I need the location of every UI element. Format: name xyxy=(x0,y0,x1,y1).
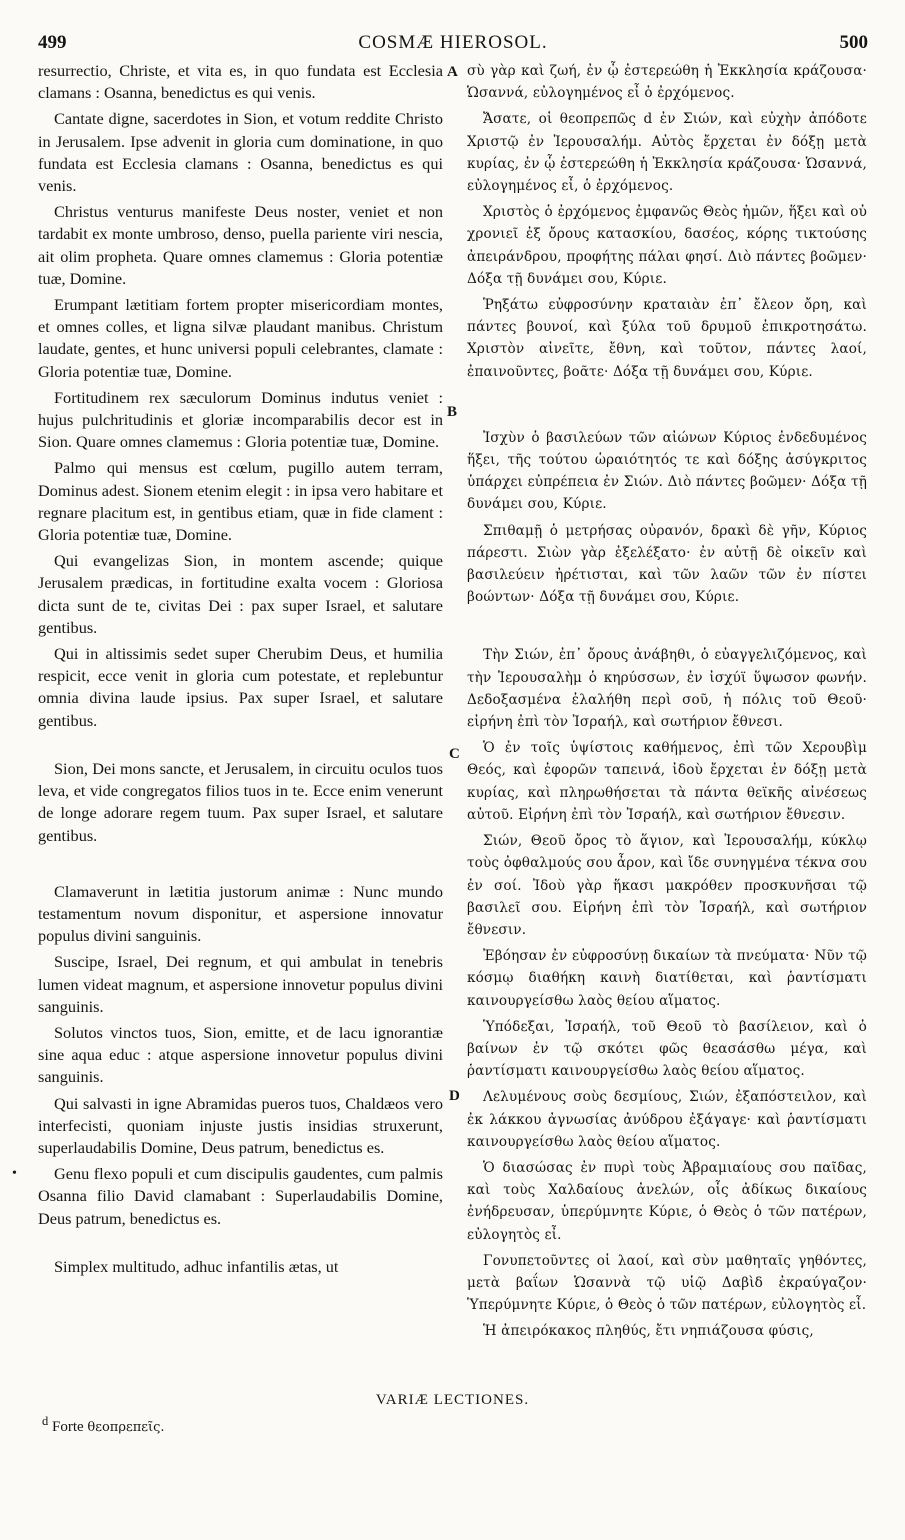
greek-paragraph: Ὁ διασώσας ἐν πυρὶ τοὺς Ἀβραμιαίους σου παῖδας, καὶ τοὺς Χαλδαίους ἀνελών, οἷς ἀδίκως δικαίους ἐνήδρευσαν, ὑπερύμνητε Κύριε, ὁ Θεὸς ὁ τῶν πατέρων, εὐλογητὸς εἶ. xyxy=(467,1159,867,1243)
greek-paragraph: Ἰσχὺν ὁ βασιλεύων τῶν αἰώνων Κύριος ἐνδεδυμένος ἥξει, τῆς τούτου ὡραιότητός τε καὶ δόξης ἀσύγκριτος ὑπάρχει εὐπρέπεια ἐν Σιών. Διὸ πάντες βοῶμεν· Δόξα τῇ δυνάμει σου, Κύριε. xyxy=(467,429,867,513)
margin-marker-b: B xyxy=(447,404,458,420)
latin-paragraph: Christus venturus manifeste Deus noster, veniet et non tardabit ex monte umbroso, denso, puella pariente viri nescia, ait olim propheta. Quare omnes clamemus : Gloria potentiæ tuæ, Domine. xyxy=(38,202,443,288)
latin-paragraph: Cantate digne, sacerdotes in Sion, et votum reddite Christo in Jerusalem. Ipse advenit in gloria cum dominatione, in quo fundata est Ecclesia clamans : Osanna, benedictus es qui venis. xyxy=(38,109,443,196)
latin-paragraph: Erumpant lætitiam fortem propter misericordiam montes, et omnes colles, et ligna silvæ plaudant manibus. Christum laudate, gentes, et hunc universi populi celebrantes, clamate : Gloria potentiæ tuæ, Domine. xyxy=(38,295,443,381)
latin-paragraph: Fortitudinem rex sæculorum Dominus indutus veniet : hujus pulchritudinis et gloriæ incomparabilis decor est in Sion. Quare omnes clamemus : Gloria potentiæ tuæ, Domine. xyxy=(38,387,443,452)
greek-paragraph: Τὴν Σιών, ἐπ᾽ ὄρους ἀνάβηθι, ὁ εὐαγγελιζόμενος, καὶ τὴν Ἱερουσαλὴμ ὁ κηρύσσων, ἐν ἰσχύϊ ὕψωσον φωνήν. Δεδοξασμένα ἐλαλήθη περὶ σοῦ, ἡ πόλις τοῦ Θεοῦ· εἰρήνη ἐπὶ τὸν Ἰσραήλ, καὶ σωτήριον ἔθνεσι. xyxy=(467,647,867,731)
latin-paragraph: Simplex multitudo, adhuc infantilis ætas, ut xyxy=(54,1256,339,1276)
running-title: COSMÆ HIEROSOL. xyxy=(358,32,548,53)
variae-lectiones-heading: VARIÆ LECTIONES. xyxy=(375,1392,530,1408)
page-number-right: 500 xyxy=(839,32,868,53)
latin-paragraph: Sion, Dei mons sancte, et Jerusalem, in circuitu oculos tuos leva, et vide congregatos filios tuos in te. Ecce enim venerunt de longe adorare regem tuum. Pax super Israel, et salutare gentibus. xyxy=(38,758,443,845)
latin-paragraph: Qui evangelizas Sion, in montem ascende; quique Jerusalem prædicas, in fortitudine exalta vocem : Gloriosa dicta sunt de te, civitas Dei : pax super Israel, et salutare gentibus. xyxy=(38,551,443,637)
latin-column xyxy=(38,60,443,1282)
latin-paragraph: Genu flexo populi et cum discipulis gaudentes, cum palmis Osanna filio David clamabant : Superlaudabilis Domine, Deus patrum, benedictus es. xyxy=(38,1164,443,1228)
greek-paragraph: σὺ γὰρ καὶ ζωή, ἐν ᾧ ἐστερεώθη ἡ Ἐκκλησία κράζουσα· Ὡσαννά, εὐλογημένος εἶ ὁ ἐρχόμενος. xyxy=(467,63,867,102)
greek-paragraph: Σπιθαμῇ ὁ μετρήσας οὐρανόν, δρακὶ δὲ γῆν, Κύριος πάρεστι. Σιὼν γὰρ ἐξελέξατο· ἐν αὐτῇ δὲ οἰκεῖν καὶ βασιλεύειν ἠρέτισται, καὶ τῶν λαῶν τῶν ἐν πίστει βοώντων· Δόξα τῇ δυνάμει σου, Κύριε. xyxy=(467,522,867,606)
margin-marker-a: A xyxy=(447,64,458,80)
margin-marker-d: D xyxy=(449,1088,460,1104)
footnote-text: Forte xyxy=(52,1419,84,1435)
latin-paragraph: Solutos vinctos tuos, Sion, emitte, et de lacu ignorantiæ sine aqua educ : atque aspersione innovetur populus divini sanguinis. xyxy=(38,1022,443,1087)
latin-paragraph: Suscipe, Israel, Dei regnum, et qui ambulat in tenebris lumen videat magnum, et aspersione innovetur populus divini sanguinis. xyxy=(38,952,443,1016)
margin-marker-c: C xyxy=(449,746,460,762)
margin-bullet: • xyxy=(12,1166,17,1181)
greek-paragraph: Γονυπετοῦντες οἱ λαοί, καὶ σὺν μαθηταῖς γηθόντες, μετὰ βαΐων Ὡσαννὰ τῷ υἱῷ Δαβὶδ ἐκραύγαζον· Ὑπερύμνητε Κύριε, ὁ Θεὸς ὁ τῶν πατέρων, εὐλογητὸς εἶ. xyxy=(467,1252,867,1314)
greek-paragraph: Ἡ ἀπειρόκακος πληθύς, ἔτι νηπιάζουσα φύσις, xyxy=(483,1323,814,1340)
page-number-left: 499 xyxy=(38,32,67,53)
greek-paragraph: Ὁ ἐν τοῖς ὑψίστοις καθήμενος, ἐπὶ τῶν Χερουβὶμ Θεός, καὶ ἐφορῶν ταπεινά, ἰδοὺ ἔρχεται ἐν δόξῃ μετὰ κυρίας, καὶ πληρωθήσεται τὰ πάντα θεϊκῆς αἰνέσεως αὐτοῦ. Εἰρήνη ἐπὶ τὸν Ἰσραήλ, καὶ σωτήριον ἔθνεσιν. xyxy=(467,740,867,823)
latin-paragraph: Qui salvasti in igne Abramidas pueros tuos, Chaldæos vero interfecisti, quoniam injuste justis insidias struxerunt, superlaudabilis Domine, Deus patrum, benedictus es. xyxy=(38,1093,443,1157)
greek-paragraph: Λελυμένους σοὺς δεσμίους, Σιών, ἐξαπόστειλον, καὶ ἐκ λάκκου ἀγνωσίας ἀνύδρου ἐξάγαγε· καὶ ῥαντίσματι καινουργείσθω λαὸς θείου αἵματος. xyxy=(467,1089,867,1150)
greek-paragraph: Ῥηξάτω εὐφροσύνην κραταιὰν ἐπ᾽ ἔλεον ὄρη, καὶ πάντες βουνοί, καὶ ξύλα τοῦ δρυμοῦ ἐπικροτησάτω. Χριστὸν αἰνεῖτε, ἔθνη, καὶ τοῦτον, πάντες λαοί, ἐπαινοῦντες, βοᾶτε· Δόξα τῇ δυνάμει σου, Κύριε. xyxy=(467,297,867,380)
greek-paragraph: Σιών, Θεοῦ ὄρος τὸ ἅγιον, καὶ Ἱερουσαλήμ, κύκλῳ τοὺς ὀφθαλμούς σου ἆρον, καὶ ἴδε συνηγμένα τέκνα σου ἐν σοί. Ἰδοὺ γὰρ ἥκασι μακρόθεν προσκυνῆσαι τῷ βασιλεῖ σου. Εἰρήνη ἐπὶ τὸν Ἰσραήλ, καὶ σωτήριον ἔθνεσιν. xyxy=(467,833,867,938)
greek-column xyxy=(467,60,867,1347)
greek-paragraph: Χριστὸς ὁ ἐρχόμενος ἐμφανῶς Θεὸς ἡμῶν, ἥξει καὶ οὐ χρονιεῖ ἐξ ὄρους κατασκίου, δασέος, κόρης τικτούσης ἀπειράνδρου, προφήτης πάλαι φησί. Διὸ πάντες βοῶμεν· Δόξα τῇ δυνάμει σου, Κύριε. xyxy=(467,204,867,287)
greek-paragraph: Ἄσατε, οἱ θεοπρεπῶς d ἐν Σιών, καὶ εὐχὴν ἀπόδοτε Χριστῷ ἐν Ἱερουσαλήμ. Αὐτὸς ἔρχεται ἐν δόξῃ μετὰ κυρίας, ἐν ᾧ ἐστερεώθη ἡ Ἐκκλησία κράζουσα· Ὡσαννά, εὐλογημένος εἶ, ὁ ἐρχόμενος. xyxy=(467,111,867,195)
footnote-mark: d xyxy=(42,1414,49,1428)
latin-paragraph: Qui in altissimis sedet super Cherubim Deus, et humilia respicit, ecce venit in gloria cum potestate, et replebuntur omnia divina laude ipsius. Pax super Israel, et salutare gentibus. xyxy=(38,644,443,730)
latin-paragraph: Palmo qui mensus est cœlum, pugillo autem terram, Dominus adest. Sionem etenim elegit : in ipsa vero habitare et regnare placitum est, in gentibus etiam, quæ in fide clament : Gloria potentiæ tuæ, Domine. xyxy=(38,458,443,545)
footnote-greek: θεοπρεπεῖς. xyxy=(87,1420,165,1435)
page-header xyxy=(38,32,868,56)
footnote xyxy=(42,1414,165,1436)
greek-paragraph: Ὑπόδεξαι, Ἰσραήλ, τοῦ Θεοῦ τὸ βασίλειον, καὶ ὁ βαίνων ἐν τῷ σκότει φῶς θεασάσθω μέγα, καὶ ῥαντίσματι καινουργείσθω λαὸς θείου αἵματος. xyxy=(467,1018,867,1080)
latin-paragraph: Clamaverunt in lætitia justorum animæ : Nunc mundo testamentum novum disponitur, et aspersione innovatur populus divini sanguinis. xyxy=(38,881,443,946)
latin-paragraph: resurrectio, Christe, et vita es, in quo fundata est Ecclesia clamans : Osanna, benedictus es qui venis. xyxy=(38,61,443,103)
greek-paragraph: Ἐβόησαν ἐν εὐφροσύνῃ δικαίων τὰ πνεύματα· Νῦν τῷ κόσμῳ διαθήκη καινὴ διατίθεται, καὶ ῥαντίσματι καινουργείσθω λαὸς θείου αἵματος. xyxy=(467,948,867,1009)
